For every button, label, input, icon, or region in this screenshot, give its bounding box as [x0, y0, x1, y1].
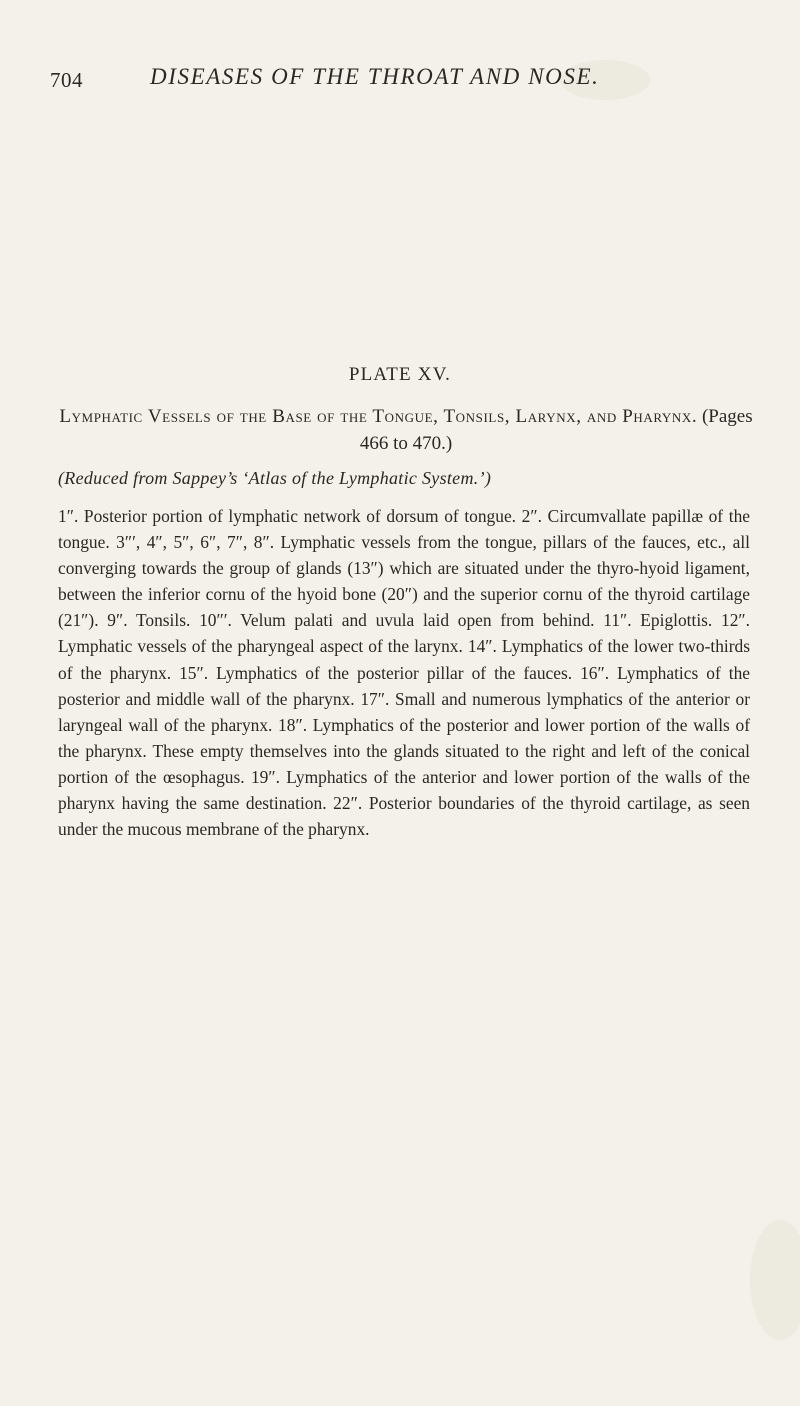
plate-title: PLATE XV.: [348, 364, 452, 385]
paper-stain: [750, 1220, 800, 1340]
running-title: DISEASES OF THE THROAT AND NOSE.: [150, 64, 600, 89]
running-head: [50, 58, 750, 98]
plate-description: [58, 503, 750, 842]
description-paragraph: 1″. Posterior portion of lymphatic network of dorsum of tongue. 2″. Circumvallate papillæ of the tongue. 3″′, 4″, 5″, 6″, 7″, 8″. Lymphatic vessels from the tongue, pillars of the fauces, etc., all converging towards the group of glands (13″) which are situated under the thyro-hyoid ligament, between the inferior cornu of the hyoid bone (20″) and the superior cornu of the thyroid cartilage (21″). 9″. Tonsils. 10″′. Velum palati and uvula laid open from behind. 11″. Epiglottis. 12″. Lymphatic vessels of the pharyngeal aspect of the larynx. 14″. Lymphatics of the lower two-thirds of the pharynx. 15″. Lymphatics of the posterior pillar of the fauces. 16″. Lymphatics of the posterior and middle wall of the pharynx. 17″. Small and numerous lymphatics of the anterior or laryngeal wall of the pharynx. 18″. Lymphatics of the posterior and lower portion of the walls of the pharynx. These empty themselves into the glands situated to the right and left of the conical portion of the œsophagus. 19″. Lymphatics of the anterior and lower portion of the walls of the pharynx having the same destination. 22″. Posterior boundaries of the thyroid cartilage, as seen under the mucous membrane of the pharynx.: [58, 506, 750, 840]
plate-heading: [58, 403, 754, 457]
source-note: (Reduced from Sappey’s ‘Atlas of the Lymphatic System.’): [58, 468, 492, 488]
page-number: 704: [50, 68, 83, 92]
plate-heading-pages: (Pages 466 to 470.): [359, 406, 753, 454]
plate-heading-main: Lymphatic Vessels of the Base of the Tongue, Tonsils, Larynx, and Pharynx.: [59, 406, 698, 427]
